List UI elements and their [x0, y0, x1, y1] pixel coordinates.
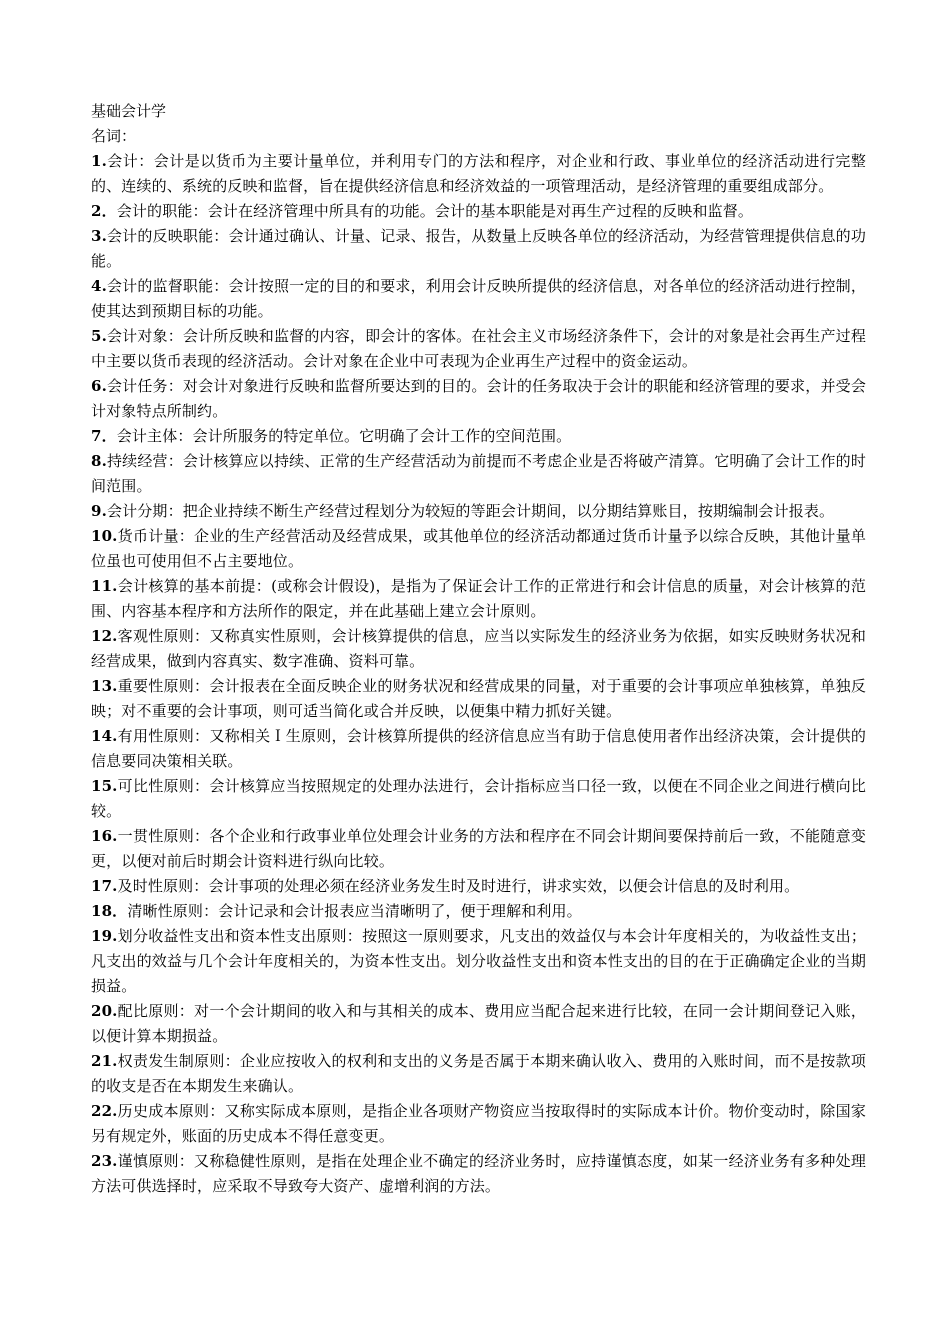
term-entry [91, 499, 866, 524]
term-number: 15. [91, 777, 118, 795]
term-entry [91, 524, 866, 574]
term-entry [91, 374, 866, 424]
term-number: 12. [91, 627, 118, 645]
term-entry [91, 724, 866, 774]
term-definition: 会计的职能：会计在经济管理中所具有的功能。会计的基本职能是对再生产过程的反映和监督。 [116, 202, 754, 220]
term-number: 1. [91, 152, 107, 170]
term-number: 6. [91, 377, 107, 395]
document-page [91, 99, 866, 1199]
term-number: 11. [91, 577, 118, 595]
term-definition: 客观性原则：又称真实性原则，会计核算提供的信息，应当以实际发生的经济业务为依据，如实反映财务状况和经营成果，做到内容真实、数字准确、资料可靠。 [91, 627, 866, 670]
term-number: 16. [91, 827, 118, 845]
term-definition: 会计核算的基本前提：(或称会计假设)，是指为了保证会计工作的正常进行和会计信息的质量，对会计核算的范围、内容基本程序和方法所作的限定，并在此基础上建立会计原则。 [91, 577, 866, 620]
term-number: 14. [91, 727, 118, 745]
term-number: 23. [91, 1152, 118, 1170]
term-entry [91, 274, 866, 324]
term-number: 7． [91, 427, 117, 445]
term-number: 20. [91, 1002, 118, 1020]
term-number: 3. [91, 227, 107, 245]
term-number: 13. [91, 677, 118, 695]
term-definition: 持续经营：会计核算应以持续、正常的生产经营活动为前提而不考虑企业是否将破产清算。它明确了会计工作的时间范围。 [91, 452, 866, 495]
term-definition: 会计任务：对会计对象进行反映和监督所要达到的目的。会计的任务取决于会计的职能和经济管理的要求，并受会计对象特点所制约。 [91, 377, 866, 420]
term-definition: 及时性原则：会计事项的处理必须在经济业务发生时及时进行，讲求实效，以便会计信息的及时利用。 [117, 877, 800, 895]
term-definition: 会计主体：会计所服务的特定单位。它明确了会计工作的空间范围。 [116, 427, 572, 445]
term-definition: 会计的反映职能：会计通过确认、计量、记录、报告，从数量上反映各单位的经济活动，为经营管理提供信息的功能。 [91, 227, 866, 270]
term-number: 17. [91, 877, 118, 895]
term-definition: 会计的监督职能：会计按照一定的目的和要求，利用会计反映所提供的经济信息，对各单位的经济活动进行控制，使其达到预期目标的功能。 [91, 277, 866, 320]
term-entry [91, 1099, 866, 1149]
term-entry [91, 899, 866, 924]
term-number: 10. [91, 527, 118, 545]
term-definition: 会计对象：会计所反映和监督的内容，即会计的客体。在社会主义市场经济条件下，会计的对象是社会再生产过程中主要以货币表现的经济活动。会计对象在企业中可表现为企业再生产过程中的资金运动。 [91, 327, 866, 370]
document-title: 基础会计学 [91, 102, 167, 120]
term-definition: 权责发生制原则：企业应按收入的权利和支出的义务是否属于本期来确认收入、费用的入账时间，而不是按款项的收支是否在本期发生来确认。 [91, 1052, 866, 1095]
term-definition: 划分收益性支出和资本性支出原则：按照这一原则要求，凡支出的效益仅与本会计年度相关的，为收益性支出；凡支出的效益与几个会计年度相关的，为资本性支出。划分收益性支出和资本性支出的目的在于正确确定企业的当期损益。 [91, 927, 866, 995]
term-number: 22. [91, 1102, 118, 1120]
term-number: 2． [91, 202, 117, 220]
term-definition: 可比性原则：会计核算应当按照规定的处理办法进行，会计指标应当口径一致，以便在不同企业之间进行横向比较。 [91, 777, 866, 820]
term-definition: 历史成本原则：又称实际成本原则，是指企业各项财产物资应当按取得时的实际成本计价。物价变动时，除国家另有规定外，账面的历史成本不得任意变更。 [91, 1102, 866, 1145]
term-number: 19. [91, 927, 118, 945]
term-entry [91, 999, 866, 1049]
term-entry [91, 324, 866, 374]
term-entry [91, 449, 866, 499]
term-entry [91, 874, 866, 899]
term-number: 9. [91, 502, 107, 520]
term-entry [91, 1049, 866, 1099]
term-definition: 会计：会计是以货币为主要计量单位，并利用专门的方法和程序，对企业和行政、事业单位的经济活动进行完整的、连续的、系统的反映和监督，旨在提供经济信息和经济效益的一项管理活动，是经济管理的重要组成部分。 [91, 152, 866, 195]
term-entry [91, 574, 866, 624]
term-definition: 清晰性原则：会计记录和会计报表应当清晰明了，便于理解和利用。 [127, 902, 582, 920]
term-definition: 货币计量：企业的生产经营活动及经营成果，或其他单位的经济活动都通过货币计量予以综合反映，其他计量单位虽也可使用但不占主要地位。 [91, 527, 866, 570]
term-number: 8. [91, 452, 107, 470]
term-entry [91, 199, 866, 224]
term-list [91, 149, 866, 1199]
term-definition: 重要性原则：会计报表在全面反映企业的财务状况和经营成果的同量，对于重要的会计事项应单独核算，单独反映；对不重要的会计事项，则可适当简化或合并反映，以便集中精力抓好关键。 [91, 677, 866, 720]
section-heading: 名词： [91, 127, 137, 145]
term-number: 21. [91, 1052, 118, 1070]
term-entry [91, 224, 866, 274]
term-entry [91, 674, 866, 724]
term-entry [91, 1149, 866, 1199]
term-number: 5. [91, 327, 107, 345]
term-number: 18． [91, 902, 128, 920]
term-definition: 配比原则：对一个会计期间的收入和与其相关的成本、费用应当配合起来进行比较，在同一会计期间登记入账，以便计算本期损益。 [91, 1002, 866, 1045]
term-entry [91, 824, 866, 874]
term-definition: 有用性原则：又称相关Ｉ生原则，会计核算所提供的经济信息应当有助于信息使用者作出经济决策，会计提供的信息要同决策相关联。 [91, 727, 866, 770]
term-definition: 谨慎原则：又称稳健性原则，是指在处理企业不确定的经济业务时，应持谨慎态度，如某一经济业务有多种处理方法可供选择时，应采取不导致夸大资产、虚增利润的方法。 [91, 1152, 866, 1195]
term-entry [91, 149, 866, 199]
term-entry [91, 774, 866, 824]
term-entry [91, 424, 866, 449]
term-definition: 一贯性原则：各个企业和行政事业单位处理会计业务的方法和程序在不同会计期间要保持前后一致，不能随意变更，以便对前后时期会计资料进行纵向比较。 [91, 827, 866, 870]
term-definition: 会计分期：把企业持续不断生产经营过程划分为较短的等距会计期间，以分期结算账目，按期编制会计报表。 [106, 502, 835, 520]
term-number: 4. [91, 277, 107, 295]
term-entry [91, 924, 866, 999]
term-entry [91, 624, 866, 674]
